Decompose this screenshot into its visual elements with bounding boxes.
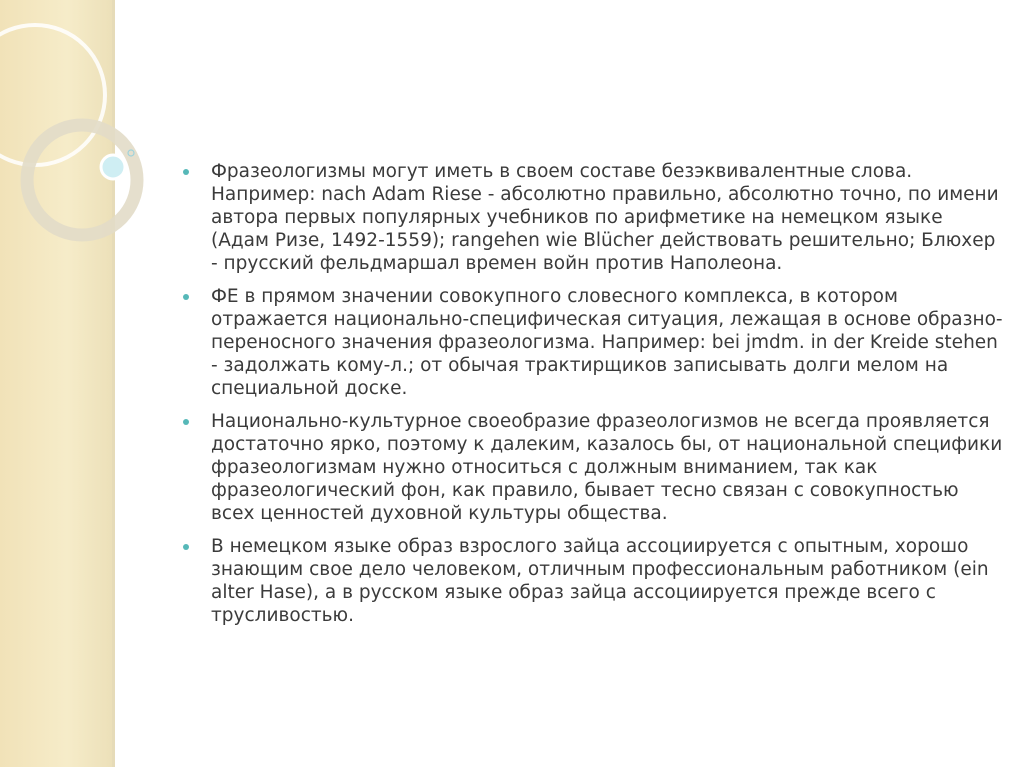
bullet-item-4 [183, 535, 1003, 627]
bullet-dot-icon [183, 169, 189, 175]
bullet-text-2: ФЕ в прямом значении совокупного словесного комплекса, в котором отражается национально-специфическая ситуация, лежащая в основе образно-переносного значения фразеологизма. Например: bei jmdm. in der Kreide stehen - задолжать кому-л.; от обычая трактирщиков записывать долги мелом на специальной доске. [211, 286, 1003, 399]
thick-ring [27, 125, 137, 235]
bullet-dot-icon [183, 544, 189, 550]
bullet-item-1 [183, 160, 1003, 275]
bullet-text-3: Национально-культурное своеобразие фразеологизмов не всегда проявляется достаточно ярко, поэтому к далеким, казалось бы, от национальной специфики фразеологизмам нужно относиться с должным вниманием, так как фразеологический фон, как правило, бывает тесно связан с совокупностью всех ценностей духовной культуры общества. [211, 411, 1003, 524]
bullet-item-2 [183, 285, 1003, 400]
bullet-text-4: В немецком языке образ взрослого зайца ассоциируется с опытным, хорошо знающим свое дело человеком, отличным профессиональным работником (ein alter Hase), а в русском языке образ зайца ассоциируется прежде всего с трусливостью. [211, 536, 989, 626]
blue-bubble [101, 155, 125, 179]
large-ring [0, 25, 105, 165]
slide-content [183, 160, 1003, 637]
bullet-list [183, 160, 1003, 627]
bullet-text-1: Фразеологизмы могут иметь в своем составе безэквивалентные слова. Например: nach Adam Riese - абсолютно правильно, абсолютно точно, по имени автора первых популярных учебников по арифметике на немецком языке (Адам Ризе, 1492-1559); rangehen wie Blücher действовать решительно; Блюхер - прусский фельдмаршал времен войн против Наполеона. [211, 161, 999, 274]
decorative-rings [0, 0, 200, 320]
bullet-dot-icon [183, 419, 189, 425]
bullet-dot-icon [183, 294, 189, 300]
bullet-item-3 [183, 410, 1003, 525]
